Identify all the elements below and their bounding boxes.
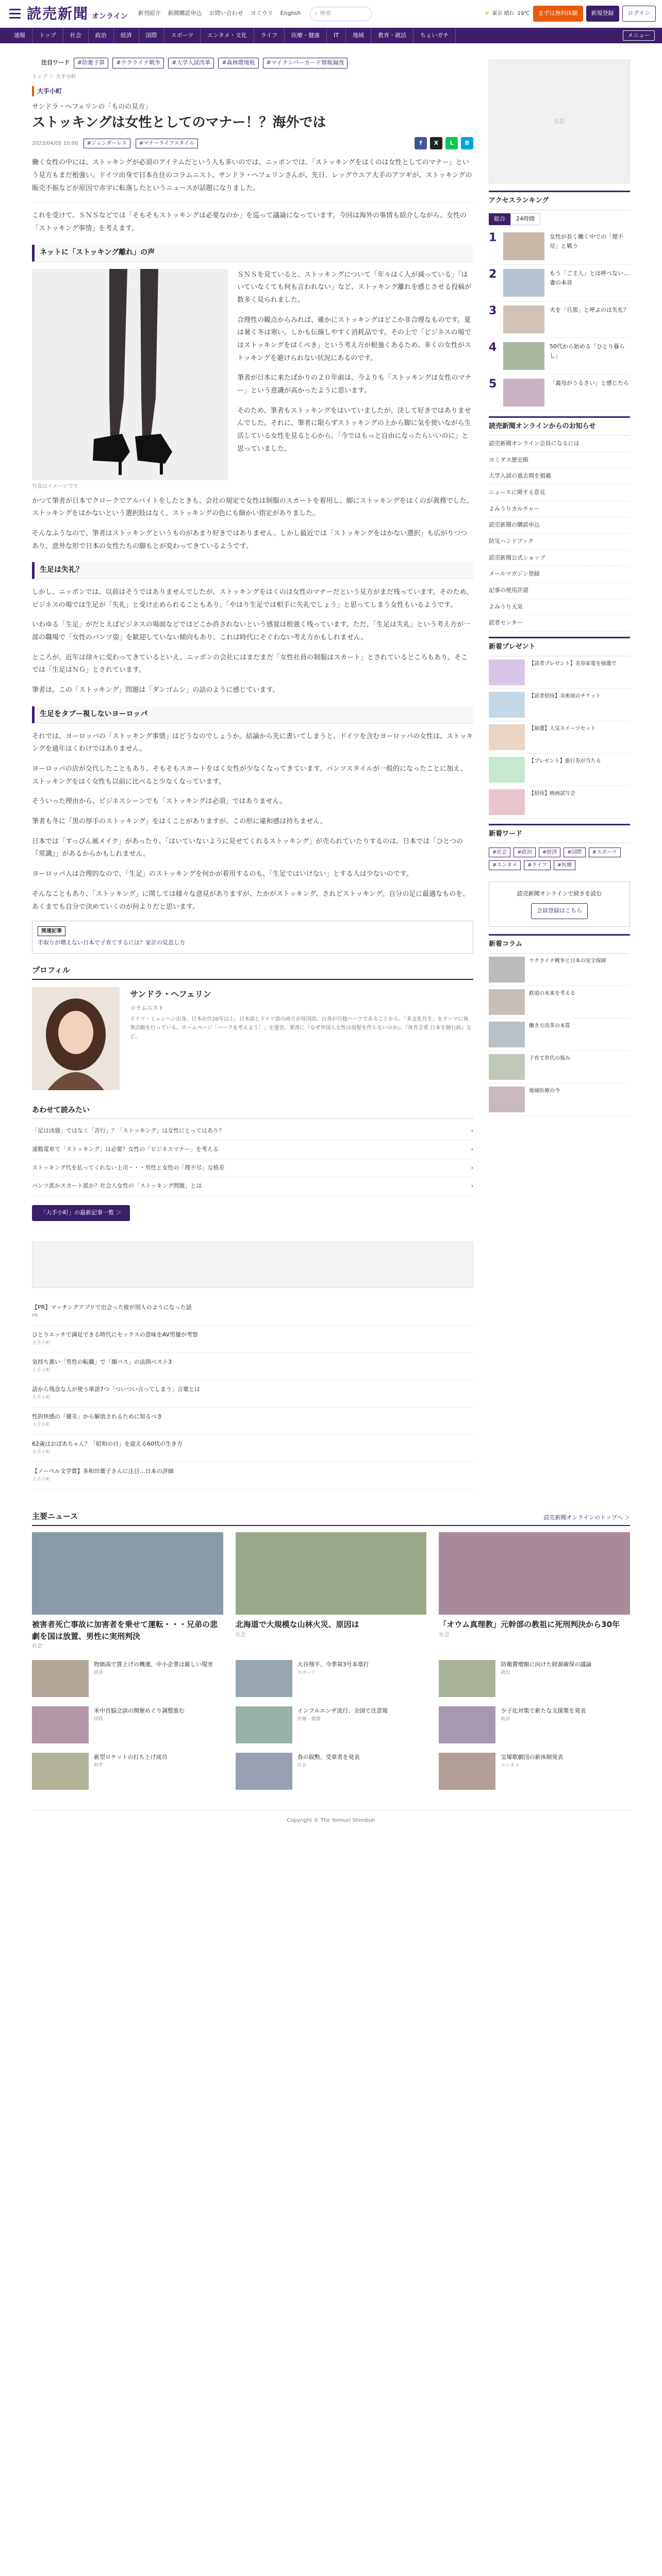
keyword-tag[interactable]: #エンタメ [489, 860, 521, 870]
present-box [489, 637, 630, 819]
keyword-list [489, 843, 630, 874]
nav-item-top[interactable]: トップ [32, 28, 63, 43]
keyword-tag[interactable]: #社会 [489, 848, 510, 857]
ad-article-list [32, 1298, 473, 1489]
more-articles-button[interactable]: 「大手小町」の最新記事一覧 ＞ [32, 1205, 130, 1221]
nav-item-choigachi[interactable]: ちょいガチ [413, 28, 456, 43]
article-paragraph: それでは、ヨーロッパの「ストッキング事情」はどうなのでしょうか。結論から先に書いてしまうと、ドイツを含むヨーロッパの女性は、ストッキングを通年はくわけではありません。 [32, 732, 473, 753]
related-heading: あわせて読みたい [32, 1105, 473, 1119]
nav-item-education[interactable]: 教育・就活 [371, 28, 413, 43]
keyword-tag[interactable]: #ライフ [524, 860, 551, 870]
article-tag[interactable]: #ジェンダーレス [84, 139, 130, 148]
article-paragraph: これを受けて、ＳＮＳなどでは「そもそもストッキングは必要なのか」を巡って議論になっています。今回は海外の事情も紹介しながら、女性の「ストッキング事情」を考えます。 [32, 212, 467, 233]
section-heading: 生足は失礼？ [32, 562, 473, 579]
figure-block [32, 269, 473, 491]
news-card[interactable]: 大谷翔平、今季第3号本塁打 スポーツ [236, 1660, 427, 1697]
sidebar [489, 53, 630, 1489]
ad-banner[interactable] [32, 1242, 473, 1288]
service-item[interactable]: 大学入試の過去問を掲載 [489, 468, 630, 485]
profile-text [130, 987, 473, 1090]
top-link-subscribe[interactable]: 新聞購読申込 [168, 10, 202, 17]
news-card[interactable]: 物価高で賃上げの機運、中小企業は厳しい現実 経済 [32, 1660, 223, 1697]
column-item[interactable]: 地域医療の今 [489, 1083, 630, 1116]
author-avatar [32, 987, 120, 1090]
main-column [32, 53, 473, 1489]
news-thumbnail [439, 1532, 630, 1615]
nav-item-life[interactable]: ライフ [254, 28, 285, 43]
article-lead: 働く女性の中には、ストッキングが必須のアイテムだという人も多いのでは。ニッポンでは、「ストッキングをはくのは女性としてのマナー」という見方もまだ根強い。ドイツ出身で日本在住のコラムニスト、サンドラ・ヘフェリンさんが、先日、レッグウエア大手のアツギが、ストッキングの販売不振などが原因で赤字に転落したというニュースが話題になりました。 [32, 157, 473, 202]
top-link-english[interactable]: English [280, 10, 301, 17]
ranking-box [489, 191, 630, 411]
service-item[interactable]: 読売新聞の購読申込 [489, 517, 630, 534]
ranking-tabs [489, 213, 630, 225]
ad-article-item[interactable]: 話から残念な人が使う単語7つ「ついつい言ってしまう」言葉とは 大手小町 [32, 1380, 473, 1408]
nav-item-economy[interactable]: 経済 [114, 28, 139, 43]
bookmark-icon[interactable]: B [461, 137, 473, 149]
cta-text: 読売新聞オンラインで続きを読む [517, 890, 602, 897]
ranking-item[interactable]: 2 もう「ご主人」とは呼べない…妻の本音 [489, 265, 630, 301]
nav-item-breaking[interactable]: 速報 [7, 28, 32, 43]
profile-row [32, 987, 473, 1090]
nav-item-sports[interactable]: スポーツ [164, 28, 201, 43]
chevron-right-icon: › [471, 1164, 473, 1171]
service-item[interactable]: ニュースに関する意見 [489, 485, 630, 501]
footer: Copyright © The Yomiuri Shimbun [32, 1810, 630, 1831]
present-item[interactable]: 【読者招待】美術展のチケット [489, 689, 630, 721]
article-paragraph: ヨーロッパ人は合理的なので、「生足」のストッキングを何かが着用するのも、「生足ではいけない」とする人は少ないのです。 [32, 870, 413, 878]
keyword-box [489, 824, 630, 874]
main-news-title: 主要ニュース [32, 1511, 78, 1521]
author-profile [32, 964, 473, 1091]
article-photo[interactable] [32, 269, 228, 480]
article-paragraph: そのため、筆者もストッキングをはいていましたが、決して好きではありませんでした。それに、筆者に限らずストッキングの上から脚に気を使いながら生活している女性を見ると心から、「今ではもっと自由になったらいいのに」と思っていました。 [237, 406, 471, 453]
ranking-item[interactable]: 3 夫を「旦那」と呼ぶのは失礼？ [489, 301, 630, 338]
chevron-right-icon: › [471, 1145, 473, 1153]
tab-24h[interactable]: 24時間 [510, 213, 540, 225]
related-box-label: 関連記事 [38, 926, 65, 936]
article-kicker: サンドラ・ヘフェリンの「ものの見方」 [32, 103, 152, 111]
service-item[interactable]: ヨミダス歴史館 [489, 452, 630, 469]
service-item[interactable]: 読者センター [489, 615, 630, 632]
site-logo[interactable]: 読売新聞 オンライン [27, 5, 128, 22]
top-links [138, 9, 301, 19]
main-news-section [32, 1510, 630, 1832]
weather-widget[interactable]: ☀ 東京 晴れ 19℃ まずは無料体験 新規登録 ログイン [484, 6, 656, 22]
article-paragraph: そんなふうなので、筆者はストッキングというものがあまり好きではありません。しかし最近では「ストッキングをはかない選択」も広がりつつあり、意外な形で日本の女性たちの脚もとが変わってきているようです。 [32, 529, 468, 550]
service-box [489, 416, 630, 632]
signup-cta [489, 882, 630, 926]
login-button[interactable]: ログイン [622, 6, 656, 22]
facebook-icon[interactable]: f [415, 137, 427, 149]
main-news-more-link[interactable]: 読売新聞オンラインのトップへ ＞ [543, 1514, 630, 1521]
news-thumbnail [32, 1532, 223, 1615]
site-header [0, 0, 662, 28]
related-article-box [32, 921, 473, 954]
nav-item-entertainment[interactable]: エンタメ・文化 [201, 28, 254, 43]
trial-button[interactable]: まずは無料体験 [533, 6, 583, 22]
section-heading: ネットに「ストッキング離れ」の声 [32, 245, 473, 262]
ad-article-item[interactable]: 気持ち悪い「男性の転職」で「顔パス」の法則ベスト3 大手小町 [32, 1353, 473, 1380]
chevron-right-icon: › [471, 1127, 473, 1134]
ranking-item[interactable]: 1 女性が長く働く中での「理不尽」と戦う [489, 228, 630, 265]
article-paragraph: ヨーロッパの店が交代したこともあり、そもそもスカートをはく女性が少なくなってきています。パンツスタイルが一般的になったことに加え、ストッキングをはく女性も以前に比べると少なくなっています。 [32, 765, 467, 786]
ranking-item[interactable]: 4 50代から始める「ひとり暮らし」 [489, 338, 630, 375]
nav-item-local[interactable]: 地域 [346, 28, 371, 43]
article-paragraph: ＳＮＳを見ていると、ストッキングについて「年々はく人が減っている」「はいていなくても何も言われない」など、ストッキング離れを感じさせる投稿が数多く見られました。 [237, 270, 472, 304]
author-portrait-icon [32, 987, 120, 1090]
search-icon: ⌕ [315, 10, 318, 17]
top-link-new-books[interactable]: 新刊紹介 [138, 10, 161, 17]
twitter-icon[interactable]: X [430, 137, 442, 149]
news-card[interactable]: 新型ロケットの打ち上げ成功 科学 [32, 1753, 223, 1790]
search-input[interactable]: ⌕ 検索 [310, 7, 372, 21]
category-label[interactable]: 大手小町 [32, 86, 62, 96]
nav-item-world[interactable]: 国際 [139, 28, 164, 43]
profile-heading: プロフィル [32, 964, 473, 980]
topic-tag[interactable]: #大学入試改革 [168, 58, 214, 69]
share-buttons [415, 137, 473, 149]
service-item[interactable]: 読売新聞オンライン会員になるには [489, 436, 630, 452]
article-paragraph: そんなこともあり、「ストッキング」に関しては様々な意見がありますが、たかがストッキング、されどストッキング。自分の足に最適なものを、あくまでも自分で決めていくのが何よりだと思います。 [32, 890, 470, 911]
article-paragraph: しかし、ニッポンでは、以前はそうではありませんでしたが、ストッキングをはくのは女性のマナーだという見方がまだ残っています。そのため、ビジネスの場では生足が「失礼」と受け止められることもあり、「やはり生足では相手に失礼でしょう」と思ってしまう女性もいるようです。 [32, 588, 473, 609]
article-paragraph: ところが、近年は徐々に変わってきているといえ、ニッポンの会社にはまだまだ「女性社員の制服はスカート」とされているところもあり、そこでは「生足はＮＧ」とされています。 [32, 653, 468, 674]
related-item[interactable]: 通勤電車で「ストッキング」は必要？女性の「ビジネスマナー」を考える › [32, 1141, 473, 1159]
topic-label: 注目ワード [41, 59, 70, 66]
news-card[interactable]: インフルエンザ流行、全国で注意報 医療・健康 [236, 1706, 427, 1743]
main-news-feature[interactable]: 北海道で大規模な山林火災、原因は 社会 [236, 1532, 427, 1651]
page-body [32, 43, 630, 1489]
related-item[interactable]: 「足は凶器」ではなく「苦行」？「ストッキング」は女性にとってはあり？ › [32, 1122, 473, 1141]
article-paragraph: 筆者は、この「ストッキング」問題は「ダンゴムシ」の話のように感じています。 [32, 686, 279, 694]
nav-item-it[interactable]: IT [327, 28, 346, 43]
related-item[interactable]: パンツ派かスカート派か？社会人女性の「ストッキング問題」とは › [32, 1177, 473, 1196]
news-card[interactable]: 米中首脳会談の開催めぐり調整進む 国際 [32, 1706, 223, 1743]
nav-item-health[interactable]: 医療・健康 [285, 28, 327, 43]
topic-tag[interactable]: #防衛予算 [74, 58, 108, 69]
service-item[interactable]: 読売新聞公式ショップ [489, 550, 630, 567]
stockings-legs-illustration [32, 269, 228, 480]
article-paragraph: 筆者も冬に「黒の厚手のストッキング」をはくことがありますが、この形に違和感は持ちません。 [32, 818, 327, 826]
news-card[interactable]: 少子化対策で新たな支援策を発表 政治 [439, 1706, 630, 1743]
line-icon[interactable]: L [445, 137, 458, 149]
present-title: 新着プレゼント [489, 638, 630, 656]
chevron-right-icon: › [471, 1182, 473, 1190]
ad-article-item[interactable]: 62歳はおばあちゃん？「昭和の日」を迎える60代の生き方 大手小町 [32, 1435, 473, 1462]
ad-article-item[interactable]: 【PR】マッチングアプリで出会った彼が別人のようになった話 PR [32, 1298, 473, 1326]
ad-article-item[interactable]: 【ノーベル文学賞】多和田葉子さんに注目…日本の評価 大手小町 [32, 1462, 473, 1489]
column-item[interactable]: 働き方改革の本質 [489, 1019, 630, 1051]
article-paragraph: 筆者が日本に来たばかりの２０年前は、今よりも「ストッキングは女性のマナー」という意識が高かったように思います。 [237, 374, 472, 395]
ranking-item[interactable]: 5 「義母がうるさい」と感じたら [489, 375, 630, 411]
main-news-grid [32, 1532, 630, 1790]
present-item[interactable]: 【抽選】人気スイーツセット [489, 721, 630, 754]
present-item[interactable]: 【招待】映画試写会 [489, 786, 630, 819]
nav-more-button[interactable]: メニュー [623, 30, 655, 41]
news-card[interactable]: 春の叙勲、受章者を発表 社会 [236, 1753, 427, 1790]
keyword-title: 新着ワード [489, 825, 630, 843]
article-tag[interactable]: #マナーライフスタイル [136, 139, 198, 148]
service-item[interactable]: 記事の使用許諾 [489, 583, 630, 599]
keyword-tag[interactable]: #国際 [564, 848, 585, 857]
register-button[interactable]: 新規登録 [586, 6, 619, 22]
related-articles [32, 1105, 473, 1221]
article-meta [32, 137, 473, 149]
column-item[interactable]: 子育て世代の悩み [489, 1051, 630, 1083]
column-box [489, 934, 630, 1116]
main-news-feature[interactable]: 「オウム真理教」元幹部の教祖に死刑判決から30年 社会 [439, 1532, 630, 1651]
article-date: 2023/04/05 10:00 [32, 140, 78, 146]
column-item[interactable]: 鉄道の未来を考える [489, 986, 630, 1019]
keyword-tag[interactable]: #経済 [539, 848, 560, 857]
ranking-title: アクセスランキング [489, 192, 630, 210]
article-paragraph: 合理性の観点からみれば、確かにストッキングはどこか非合理なものです。夏は暑く冬は寒い。しかも伝線しやすく消耗品です。その上で「ビジネスの場ではストッキングをはくべき」という考え方が根強くあるため、多くの女性がストッキングを避けられない状況にあるのです。 [237, 316, 471, 362]
global-nav [0, 28, 662, 43]
related-article-link[interactable]: 手取りが増えない日本で子育てするには？家計の見直し方 [38, 939, 185, 946]
main-news-feature[interactable]: 被害者死亡事故に加害者を乗せて運転・・・兄弟の悲劇を国は放置、男性に実刑判決 社会 [32, 1532, 223, 1651]
news-card[interactable]: 防衛費増額に向けた財源確保の議論 政治 [439, 1660, 630, 1697]
figure-caption: 写真はイメージです [32, 483, 78, 489]
section-heading: 生足をタブー視しないヨーロッパ [32, 706, 473, 723]
figure-side-text [237, 269, 473, 491]
main-news-header [32, 1510, 630, 1527]
topic-tag[interactable]: #ウクライナ戦争 [112, 58, 164, 69]
keyword-tag[interactable]: #スポーツ [589, 848, 621, 857]
nav-item-politics[interactable]: 政治 [89, 28, 114, 43]
news-thumbnail [236, 1532, 427, 1615]
hamburger-menu-button[interactable] [6, 5, 24, 23]
sun-icon: ☀ [484, 11, 489, 16]
article-paragraph: そういった理由から、ビジネスシーンでも「ストッキングは必須」ではありません。 [32, 798, 287, 806]
present-item[interactable]: 【プレゼント】旅行券が当たる [489, 754, 630, 786]
column-title: 新着コラム [489, 936, 630, 954]
service-title: 読売新聞オンラインからのお知らせ [489, 418, 630, 436]
author-description: ドイツ・ミュンヘン出身。日本在住20年以上。日本語とドイツ語の両方が母国語。自身が日独ハーフであることから、「多文化共生」をテーマに執筆活動を行っている。ホームページ「ハーフを考えよう！」を運営。著書に『なぜ外国人女性は前髪を作らないのか』、『体育会系 日本を蝕む病』など。 [130, 1016, 472, 1040]
nav-item-society[interactable]: 社会 [63, 28, 89, 43]
topic-words [41, 58, 473, 69]
service-item[interactable]: 防災ハンドブック [489, 534, 630, 550]
ad-article-item[interactable]: 性的快感の「優劣」から解放されるために知るべき 大手小町 [32, 1408, 473, 1435]
column-item[interactable]: ウクライナ戦争と日本の安全保障 [489, 954, 630, 986]
service-item[interactable]: メールマガジン登録 [489, 566, 630, 583]
keyword-tag[interactable]: #政治 [514, 848, 535, 857]
top-link-contact[interactable]: お問い合わせ [209, 10, 243, 17]
tab-overall[interactable]: 総合 [489, 213, 510, 225]
article-paragraph: かつて筆者が日本でクロークでアルバイトをしたときも、会社の規定で女性は制服のスカートを着用し、脚にストッキングをはくのが義務でした。ストッキングをはかないという選択肢はなく、ストッキングの色にも細かい指定がありました。 [32, 497, 473, 518]
ad-article-item[interactable]: ひとりエッチで満足できる時代にセックスの意味をAV男優が考察 大手小町 [32, 1326, 473, 1353]
news-card[interactable]: 宝塚歌劇団の新体制発表 エンタメ [439, 1753, 630, 1790]
sidebar-ad[interactable]: 広告 [489, 60, 630, 183]
author-role: コラムニスト [130, 1004, 164, 1011]
author-name: サンドラ・ヘフェリン [130, 989, 211, 999]
keyword-tag[interactable]: #医療 [554, 860, 575, 870]
article-title: ストッキングは女性としてのマナー！？海外では [32, 115, 326, 131]
related-item[interactable]: ストッキング代を払ってくれない上司・・・男性と女性の「理不尽」な格差 › [32, 1159, 473, 1178]
topic-tag[interactable]: #マイナンバーカード情報漏洩 [263, 58, 347, 69]
breadcrumb[interactable]: トップ ＞ 大手小町 [32, 74, 77, 80]
cta-button[interactable]: 会員登録はこちら [531, 903, 588, 919]
article-paragraph: いわゆる「生足」がだとえばビジネスの場面などではどこか許されないという感覚は根強く残っています。ただ、「生足は失礼」という考え方が一部の職場で「女性のパンツ姿」を歓迎していない傾向もあり、これは時代にそぐわない考え方かもしれません。 [32, 621, 471, 642]
article-paragraph: 日本では「すっぴん風メイク」があったり、「はいていないように見せてくれるストッキング」が売られていたりするのは、日本では「ひとつの『常識』」があるからかもしれません。 [32, 837, 464, 858]
service-item[interactable]: よみうり天気 [489, 599, 630, 616]
service-item[interactable]: よみうりカルチャー [489, 501, 630, 518]
article-figure [32, 269, 228, 491]
topic-tag[interactable]: #森林環境税 [218, 58, 258, 69]
present-item[interactable]: 【読者プレゼント】美容家電を抽選で [489, 656, 630, 689]
top-link-yomiuri[interactable]: ヨミウリ [250, 10, 273, 17]
